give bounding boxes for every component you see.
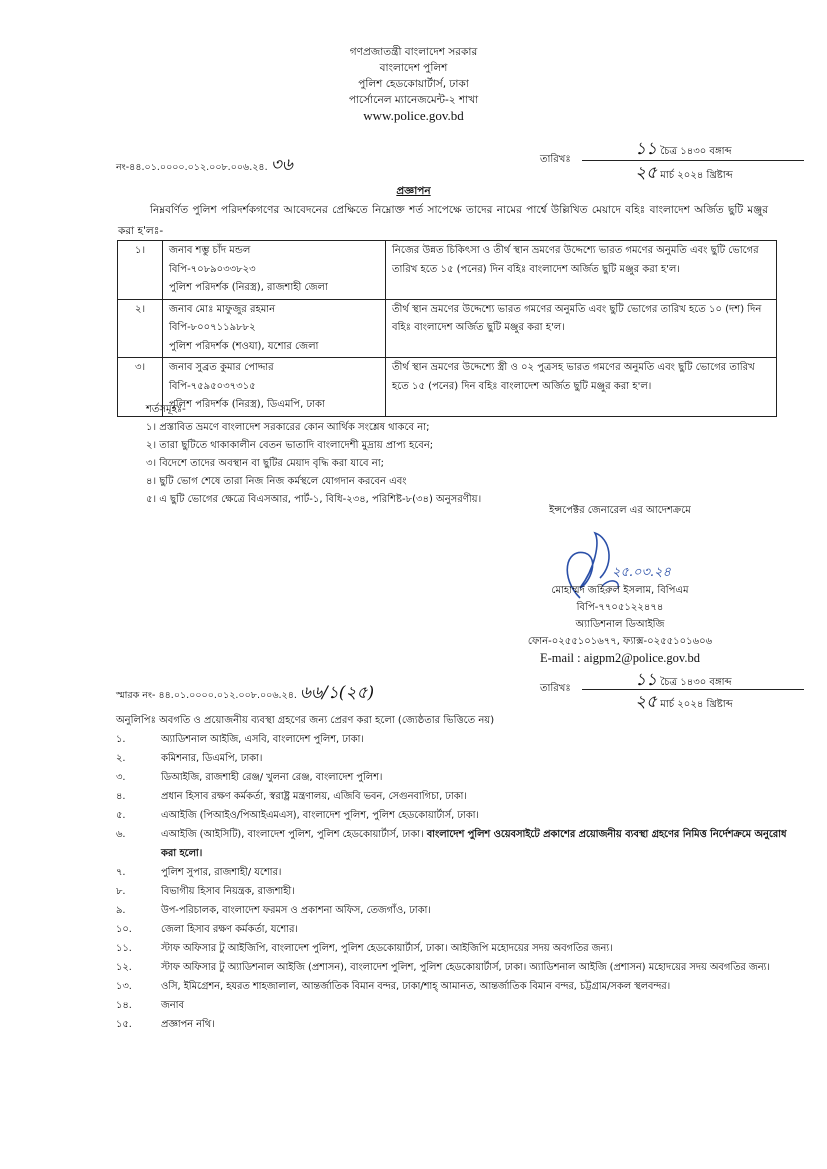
item-text: পুলিশ সুপার, রাজশাহী/ যশোর। [161,867,282,878]
item-text: কমিশনার, ডিএমপি, ঢাকা। [161,753,263,764]
leave-details-cell: তীর্থ স্থান ভ্রমণের উদ্দেশ্যে স্ত্রী ও ০২ পুত্রসহ ভারত গমণের অনুমতি এবং ছুটি ভোগের তারিখ হতে ১৫ (পনের) দিন বহিঃ বাংলাদেশ অর্জিত ছুটি মঞ্জুর করা হ'ল। [386,358,777,417]
item-number: ১৩. [116,981,132,992]
date-label: তারিখঃ [540,683,571,694]
officer-bp: বিপি-৮০০৭১১৯৮৮২ [169,322,256,333]
date-greg-day: ২৫ [635,692,658,712]
item-number: ৪. [116,791,126,802]
date-greg-day: ২৫ [635,163,658,183]
item-text: অ্যাডিশনাল আইজি, এসবি, বাংলাদেশ পুলিশ, ঢাকা। [161,734,364,745]
list-item [116,787,796,806]
item-text: জনাব [161,1000,184,1011]
copy-recipient-list [116,730,796,1034]
item-text: ওসি, ইমিগ্রেশন, হযরত শাহজালাল, আন্তর্জাতিক বিমান বন্দর, ঢাকা/শাহ্ আমানত, আন্তর্জাতিক বিমান বন্দর, চট্টগ্রাম/সকল স্থলবন্দর। [161,981,671,992]
item-number: ৯. [116,905,126,916]
letterhead [0,44,827,124]
copy-memo-reference [116,680,374,708]
signatory-designation: অ্যাডিশনাল ডিআইজি [575,619,665,630]
item-number: ৩. [116,772,126,783]
date-bangla-day: ১১ [635,139,658,159]
leave-details-cell: তীর্থ স্থান ভ্রমণের উদ্দেশ্যে ভারত গমণের অনুমতি এবং ছুটি ভোগের তারিখ হতে ১০ (দশ) দিন বহিঃ বাংলাদেশ অর্জিত ছুটি মঞ্জুর করা হ'ল। [386,299,777,358]
list-item [116,730,796,749]
signatory-phone-fax: ফোন-০২৫৫১০১৬৭৭, ফ্যাক্স-০২৫৫১০১৬০৬ [527,636,713,647]
condition-item: ৩। বিদেশে তাদের অবস্থান বা ছুটির মেয়াদ বৃদ্ধি করা যাবে না; [146,458,385,469]
item-text: উপ-পরিচালক, বাংলাদেশ ফরমস ও প্রকাশনা অফিস, তেজগাঁও, ঢাকা। [161,905,431,916]
item-text: স্টাফ অফিসার টু আইজিপি, বাংলাদেশ পুলিশ, পুলিশ হেডকোয়ার্টার্স, ঢাকা। আইজিপি মহোদয়ের সদয় অবগতির জন্য। [161,943,613,954]
copy-ref-handwritten: ৬৬/১(২৫) [299,683,375,703]
conditions-section [146,401,481,509]
list-item [116,920,796,939]
item-number: ৭. [116,867,126,878]
officer-name: জনাব শম্ভু চাঁদ মন্ডল [169,245,251,256]
memo-ref-number: নং-৪৪.০১.০০০০.০১২.০০৮.০০৬.২৪. [116,162,268,173]
item-number: ১. [116,734,126,745]
office-name: পুলিশ হেডকোয়ার্টার্স, ঢাকা [358,78,469,90]
list-item [116,863,796,882]
table-row [118,241,777,300]
date-gregorian [635,689,733,717]
item-text: এআইজি (পিআইও/পিআইএমএস), বাংলাদেশ পুলিশ, পুলিশ হেডকোয়ার্টার্স, ঢাকা। [161,810,479,821]
date-label: তারিখঃ [540,154,571,165]
signatory-name: মোহাম্মদ জহিরুল ইসলাম, বিপিএম [551,585,689,596]
item-number: ৬. [116,829,126,840]
date-bangla-day: ১১ [635,670,658,690]
officer-bp: বিপি-৭০৮৯০৩৩৮২৩ [169,263,256,275]
list-item [116,958,796,977]
officer-cell [163,241,386,300]
officer-cell [163,299,386,358]
condition-item: ৪। ছুটি ভোগ শেষে তারা নিজ নিজ কর্মস্থলে যোগদান করবেন এবং [146,476,407,487]
item-number: ১০. [116,924,132,935]
date-bangla-rest: চৈত্র ১৪৩০ বঙ্গাব্দ [660,677,732,688]
condition-item: ২। তারা ছুটিতে থাকাকালীন বেতন ভাতাদি বাংলাদেশী মুদ্রায় প্রাপ্য হবেন; [146,440,434,451]
officer-designation: পুলিশ পরিদর্শক (নিরস্ত্র), রাজশাহী জেলা [169,282,328,293]
signatory-block [470,582,770,667]
website-link[interactable]: www.police.gov.bd [363,108,464,123]
notice-intro: নিম্নবর্ণিত পুলিশ পরিদর্শকগণের আবেদনের প্রেক্ষিতে নিম্নোক্ত শর্ত সাপেক্ষে তাদের নামের পার্শ্বে উল্লিখিত মেয়াদে বহিঃ বাংলাদেশ অর্জিত ছুটি মঞ্জুর করা হ'লঃ- [118,204,768,237]
date-greg-rest: মার্চ ২০২৪ খ্রিষ্টাব্দ [660,170,733,181]
list-item [116,749,796,768]
list-item [116,901,796,920]
item-number: ৫. [116,810,126,821]
list-item [116,768,796,787]
branch-name: পার্সোনেল ম্যানেজমেন্ট-২ শাখা [348,94,479,106]
item-text: ডিআইজি, রাজশাহী রেঞ্জ/ খুলনা রেঞ্জ, বাংলাদেশ পুলিশ। [161,772,383,783]
list-item [116,1015,796,1034]
item-number: ২. [116,753,126,764]
list-item [116,996,796,1015]
copy-intro: অনুলিপিঃ অবগতি ও প্রয়োজনীয় ব্যবস্থা গ্রহণের জন্য প্রেরণ করা হলো (জ্যেষ্ঠতার ভিত্তিতে নয়) [116,715,495,726]
item-number: ১২. [116,962,132,973]
condition-item: ১। প্রস্তাবিত ভ্রমণে বাংলাদেশ সরকারের কোন আর্থিক সংশ্লেষ থাকবে না; [146,422,430,433]
leave-grant-table [117,240,777,417]
item-text-emphasis: বাংলাদেশ পুলিশ ওয়েবসাইটে প্রকাশের প্রয়োজনীয় ব্যবস্থা গ্রহণের নিমিত্ত নির্দেশক্রমে অনুরোধ করা হলো। [161,829,787,859]
item-number: ১১. [116,943,132,954]
signatory-email[interactable]: E-mail : aigpm2@police.gov.bd [540,651,700,665]
date-bangla-rest: চৈত্র ১৪৩০ বঙ্গাব্দ [660,146,732,157]
list-item [116,806,796,825]
govt-name: গণপ্রজাতন্ত্রী বাংলাদেশ সরকার [349,46,478,58]
leave-details-cell: নিজের উন্নত চিকিৎসা ও তীর্থ স্থান ভ্রমণের উদ্দেশ্যে ভারত গমণের অনুমতি এবং ছুটি ভোগের তারিখ হতে ১৫ (পনের) দিন বহিঃ বাংলাদেশ অর্জিত ছুটি মঞ্জুর করা হ'ল। [386,241,777,300]
officer-designation: পুলিশ পরিদর্শক (শওযা), যশোর জেলা [169,340,319,352]
signatory-bp: বিপি-৭৭০৫১২২৪৭৪ [576,602,664,613]
notice-title: প্রজ্ঞাপন [396,185,431,197]
item-text: বিভাগীয় হিসাব নিয়ন্ত্রক, রাজশাহী। [161,886,295,897]
item-text-wrap [161,825,796,863]
item-text: প্রধান হিসাব রক্ষণ কর্মকর্তা, স্বরাষ্ট্র মন্ত্রণালয়, এজিবি ভবন, সেগুনবাগিচা, ঢাকা। [161,791,467,802]
serial-cell: ৩। [118,358,163,417]
officer-designation: পুলিশ পরিদর্শক (নিরস্ত্র), ডিএমপি, ঢাকা [169,399,325,410]
condition-item: ৫। এ ছুটি ভোগের ক্ষেত্রে বিএসআর, পার্ট-১, বিধি-২৩৪, পরিশিষ্ট-৮(৩৪) অনুসরণীয়। [146,494,482,505]
item-text: এআইজি (আইসিটি), বাংলাদেশ পুলিশ, পুলিশ হেডকোয়ার্টার্স, ঢাকা। [161,829,427,840]
item-text: স্টাফ অফিসার টু অ্যাডিশনাল আইজি (প্রশাসন), বাংলাদেশ পুলিশ, পুলিশ হেডকোয়ার্টার্স, ঢাকা। অ্যাডিশনাল আইজি (প্রশাসন) মহোদয়ের সদয় অবগতির জন্য। [161,962,770,973]
item-number: ১৪. [116,1000,132,1011]
item-number: ১৫. [116,1019,132,1030]
officer-bp: বিপি-৭৫৯৫০৩৭৩১৫ [169,380,256,392]
officer-name: জনাব মোঃ মাফুজুর রহমান [169,303,276,315]
list-item [116,825,796,863]
officer-name: জনাব সুব্রত কুমার পোদ্দার [169,362,274,373]
org-name: বাংলাদেশ পুলিশ [379,62,448,74]
serial-cell: ২। [118,299,163,358]
copy-ref-number: স্মারক নং- ৪৪.০১.০০০০.০১২.০০৮.০০৬.২৪. [116,690,297,701]
conditions-title: শর্তসমূহঃ- [146,404,186,415]
order-line: ইন্সপেক্টর জেনারেল এর আদেশক্রমে [549,505,691,516]
item-text: জেলা হিসাব রক্ষণ কর্মকর্তা, যশোর। [161,924,298,935]
list-item [116,939,796,958]
list-item [116,977,796,996]
item-number: ৮. [116,886,126,897]
item-text: প্রজ্ঞাপন নথি। [161,1019,215,1030]
table-row [118,299,777,358]
signed-date: ২৫.০৩.২৪ [612,565,671,580]
serial-cell: ১। [118,241,163,300]
list-item [116,882,796,901]
date-greg-rest: মার্চ ২০২৪ খ্রিষ্টাব্দ [660,699,733,710]
memo-reference [116,152,293,180]
memo-ref-handwritten: ৩৬ [270,155,293,175]
